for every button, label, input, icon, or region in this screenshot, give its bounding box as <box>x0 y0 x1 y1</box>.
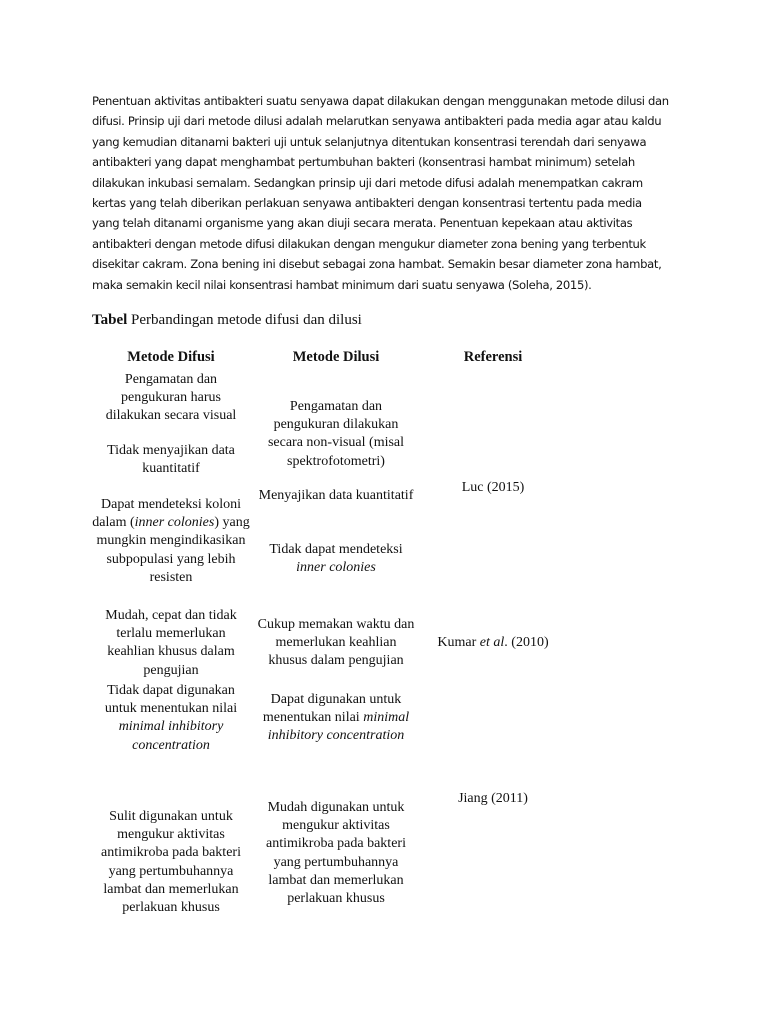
difusi-cell-5-text: Tidak dapat digunakan untuk menentukan nilai <box>104 683 238 717</box>
table-caption-text: Perbandingan metode difusi dan dilusi <box>127 312 362 328</box>
dilusi-cell-1: Pengamatan dan pengukuran dilakukan secara non-visual (misal spektrofotometri) <box>267 399 405 469</box>
table-caption-label: Tabel <box>92 312 128 328</box>
header-metode-dilusi: Metode Dilusi <box>292 349 380 365</box>
difusi-cell-4: Mudah, cepat dan tidak terlalu memerlukan keahlian khusus dalam pengujian <box>105 608 237 678</box>
dilusi-cell-3-text: Tidak dapat mendeteksi <box>269 542 403 557</box>
dilusi-cell-5 <box>256 691 416 746</box>
difusi-cell-5-italic: minimal inhibitory concentration <box>118 719 224 753</box>
referensi-cell-2 <box>424 634 562 652</box>
paragraph-line: antibakteri dengan metode difusi dilakukan dengan mengukur diameter zona bening yang terbentuk <box>92 236 646 251</box>
paragraph-line: yang telah ditanami organisme yang akan diuji secara merata. Penentuan kepekaan atau aktivitas <box>92 216 633 231</box>
paragraph-line: dilakukan inkubasi semalam. Sedangkan prinsip uji dari metode difusi adalah menempatkan cakram <box>92 175 643 190</box>
referensi-cell-2-italic: et al <box>479 635 505 650</box>
dilusi-cell-2: Menyajikan data kuantitatif <box>258 488 414 503</box>
paragraph-line: maka semakin kecil nilai konsentrasi hambat minimum dari suatu senyawa (Soleha, 2015). <box>92 277 592 292</box>
difusi-cell-5 <box>92 682 250 755</box>
header-referensi: Referensi <box>463 349 523 365</box>
paragraph-line: disekitar cakram. Zona bening ini disebut sebagai zona hambat. Semakin besar diameter zona hambat, <box>92 257 662 272</box>
difusi-cell-6: Sulit digunakan untuk mengukur aktivitas antimikroba pada bakteri yang pertumbuhannya lambat dan memerlukan perlakuan khusus <box>101 809 241 916</box>
difusi-cell-3-italic: inner colonies <box>134 515 215 531</box>
paragraph-line: kertas yang telah diberikan perlakuan senyawa antibakteri dengan konsentrasi tertentu pada media <box>92 196 642 211</box>
referensi-cell-2-text-a: Kumar <box>437 635 480 650</box>
difusi-cell-3-text-a: Dapat mendeteksi koloni dalam ( <box>92 497 241 531</box>
table-caption <box>92 310 362 330</box>
body-paragraph <box>92 91 692 295</box>
difusi-cell-1: Pengamatan dan pengukuran harus dilakukan secara visual <box>105 372 237 424</box>
paragraph-line: yang kemudian ditanami bakteri uji untuk selanjutnya ditentukan konsentrasi terendah dari senyawa <box>92 134 647 149</box>
difusi-cell-3 <box>92 496 250 587</box>
paragraph-line: difusi. Prinsip uji dari metode dilusi adalah melarutkan senyawa antibakteri pada media agar atau kaldu <box>92 114 662 129</box>
dilusi-cell-4: Cukup memakan waktu dan memerlukan keahlian khusus dalam pengujian <box>257 617 415 669</box>
dilusi-cell-3-italic: inner colonies <box>296 560 376 576</box>
referensi-cell-2-text-c: . (2010) <box>504 635 549 650</box>
dilusi-cell-5-italic: minimal inhibitory concentration <box>267 710 410 744</box>
paragraph-line: Penentuan aktivitas antibakteri suatu senyawa dapat dilakukan dengan menggunakan metode dilusi dan <box>92 94 669 108</box>
difusi-cell-2: Tidak menyajikan data kuantitatif <box>107 443 235 477</box>
dilusi-cell-6: Mudah digunakan untuk mengukur aktivitas antimikroba pada bakteri yang pertumbuhannya lambat dan memerlukan perlakuan khusus <box>266 800 406 907</box>
dilusi-cell-3 <box>256 541 416 577</box>
difusi-cell-3-text-c: ) yang mungkin mengindikasikan subpopulasi yang lebih resisten <box>96 515 250 585</box>
header-metode-difusi: Metode Difusi <box>127 349 215 365</box>
referensi-cell-3: Jiang (2011) <box>458 791 528 806</box>
referensi-cell-1: Luc (2015) <box>461 480 525 495</box>
paragraph-line: antibakteri yang dapat menghambat pertumbuhan bakteri (konsentrasi hambat minimum) setelah <box>92 155 635 170</box>
dilusi-cell-5-text: Dapat digunakan untuk menentukan nilai <box>262 692 402 726</box>
